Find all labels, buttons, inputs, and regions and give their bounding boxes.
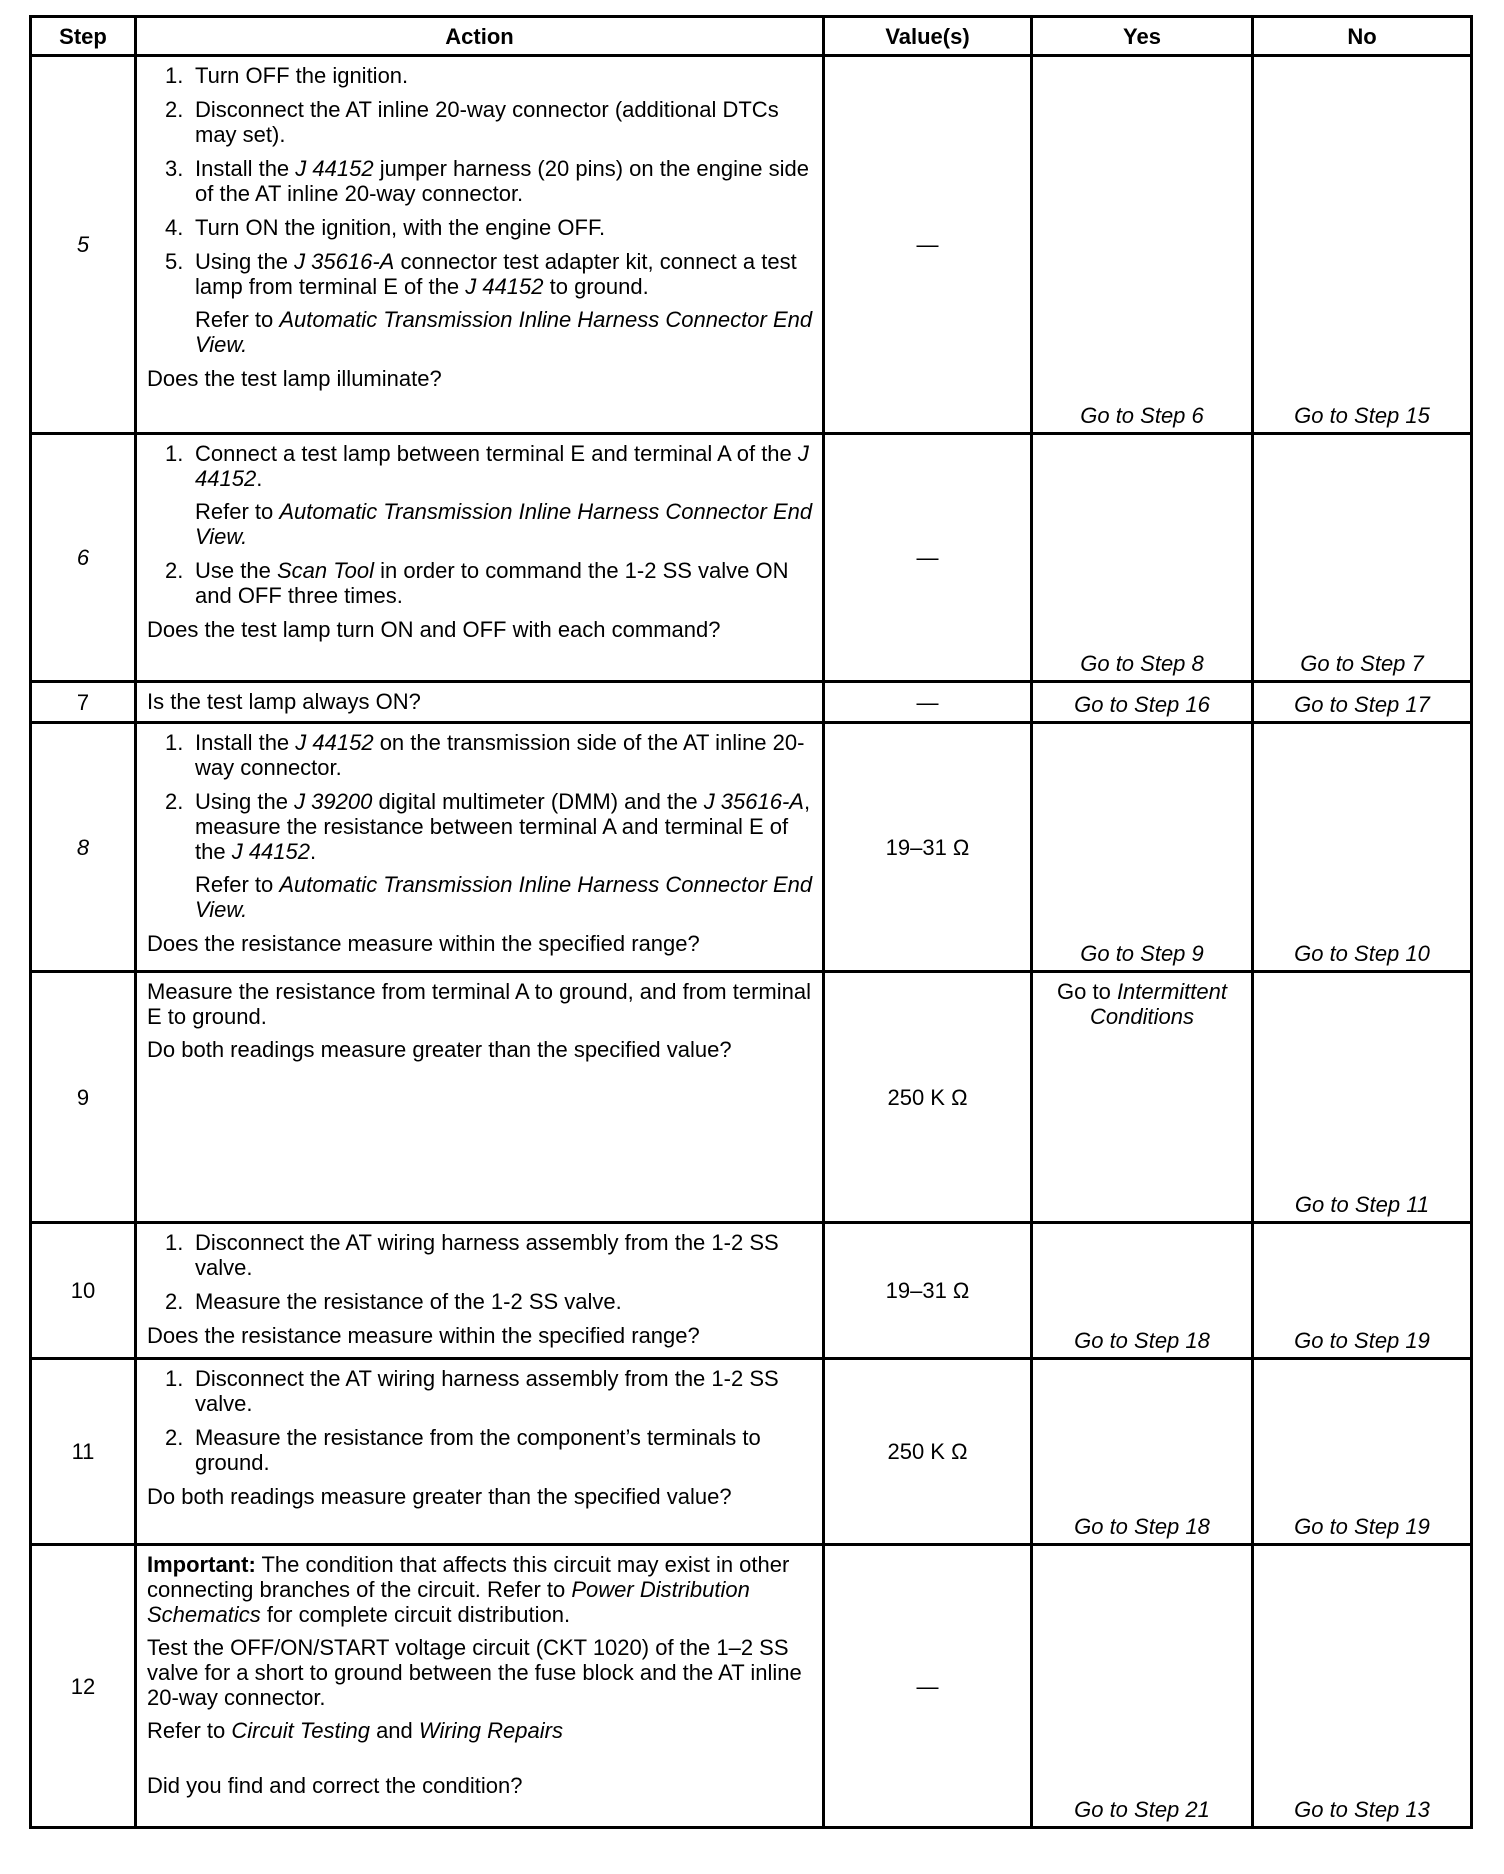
table-row (31, 1359, 1472, 1545)
yes-link[interactable]: Go to Step 9 (1080, 941, 1204, 966)
reference-text: Power Distribution Schematics (147, 1577, 750, 1627)
yes-link[interactable]: Go to Step 6 (1080, 403, 1204, 428)
yes-cell (1032, 1223, 1253, 1359)
no-link[interactable]: Go to Step 19 (1294, 1514, 1430, 1539)
text-run: Refer to (195, 499, 280, 524)
action-content (147, 979, 814, 1062)
text-run: Disconnect the AT inline 20-way connector (additional DTCs may set). (195, 97, 779, 147)
text-run: Turn OFF the ignition. (195, 63, 409, 88)
value-cell: 250 K Ω (824, 972, 1032, 1223)
reference-text: Circuit Testing (231, 1718, 370, 1743)
no-cell (1253, 723, 1472, 972)
action-cell (136, 56, 824, 434)
text-run: . (310, 839, 317, 864)
table-row (31, 434, 1472, 682)
action-steps-list (147, 63, 814, 366)
action-steps-list (147, 441, 814, 617)
action-question: Does the resistance measure within the specified range? (147, 931, 700, 956)
action-step (147, 249, 814, 357)
text-run: on the transmission side of the AT inline 20-way connector. (195, 730, 805, 780)
action-cell (136, 1223, 824, 1359)
text-run: Disconnect the AT wiring harness assembly from the 1-2 SS valve. (195, 1366, 779, 1416)
action-steps-list (147, 1230, 814, 1323)
action-step-number: 5. (165, 249, 184, 274)
step-number: 9 (31, 972, 136, 1223)
table-row (31, 1223, 1472, 1359)
yes-cell (1032, 682, 1253, 723)
text-run: Using the (195, 249, 295, 274)
action-question: Does the resistance measure within the specified range? (147, 1323, 700, 1348)
value-cell: 250 K Ω (824, 1359, 1032, 1545)
text-run: Refer to (195, 872, 280, 897)
reference-text: Scan Tool (276, 558, 374, 583)
yes-link[interactable]: Go to Step 21 (1074, 1797, 1210, 1822)
text-run: Measure the resistance from terminal A to ground, and from terminal E to ground. (147, 979, 811, 1029)
yes-link[interactable]: Go to Step 8 (1080, 651, 1204, 676)
reference-text: J 35616-A (703, 789, 804, 814)
no-cell (1253, 1359, 1472, 1545)
action-step (147, 156, 814, 206)
text-run: Test the OFF/ON/START voltage circuit (CKT 1020) of the 1–2 SS valve for a short to ground between the fuse block and the AT inline 20-way connector. (147, 1635, 802, 1710)
action-content (147, 689, 814, 714)
action-step (147, 97, 814, 147)
action-step-number: 1. (165, 730, 184, 755)
action-content (147, 1552, 814, 1798)
yes-cell (1032, 1359, 1253, 1545)
yes-cell (1032, 56, 1253, 434)
action-paragraph (147, 1552, 814, 1627)
no-cell (1253, 56, 1472, 434)
bold-text: Important: (147, 1552, 256, 1577)
value-cell: — (824, 434, 1032, 682)
action-paragraph (147, 1718, 814, 1743)
header-action: Action (136, 17, 824, 56)
table-row (31, 1545, 1472, 1828)
text-run: Measure the resistance from the component’s terminals to ground. (195, 1425, 761, 1475)
action-cell (136, 1545, 824, 1828)
table-row (31, 682, 1472, 723)
action-cell (136, 723, 824, 972)
action-step (147, 1366, 814, 1416)
action-step-number: 2. (165, 558, 184, 583)
table-row (31, 56, 1472, 434)
yes-cell (1032, 434, 1253, 682)
yes-cell (1032, 972, 1253, 1223)
action-content (147, 63, 814, 391)
refer-note (195, 872, 814, 922)
no-link[interactable]: Go to Step 10 (1294, 941, 1430, 966)
text-run: Install the (195, 730, 296, 755)
action-steps-list (147, 730, 814, 931)
header-yes: Yes (1032, 17, 1253, 56)
action-step-number: 1. (165, 1230, 184, 1255)
blank-line (147, 1751, 814, 1773)
text-run: Using the (195, 789, 295, 814)
text-run: Refer to (147, 1718, 232, 1743)
reference-text: Automatic Transmission Inline Harness Connector End View. (195, 872, 813, 922)
action-cell (136, 434, 824, 682)
action-step-number: 1. (165, 441, 184, 466)
action-step (147, 63, 814, 88)
text-run: and (369, 1718, 419, 1743)
action-question: Is the test lamp always ON? (147, 689, 421, 714)
action-question: Do both readings measure greater than the specified value? (147, 1484, 732, 1509)
step-number: 6 (31, 434, 136, 682)
reference-text: J 39200 (294, 789, 373, 814)
reference-text: J 35616-A (294, 249, 395, 274)
text-run: Turn ON the ignition, with the engine OFF. (195, 215, 606, 240)
action-content (147, 730, 814, 956)
action-step-number: 1. (165, 63, 184, 88)
action-question: Did you find and correct the condition? (147, 1773, 523, 1798)
header-row (31, 17, 1472, 56)
no-link[interactable]: Go to Step 15 (1294, 403, 1430, 428)
no-cell (1253, 972, 1472, 1223)
step-number: 7 (31, 682, 136, 723)
no-link[interactable]: Go to Step 7 (1300, 651, 1424, 676)
reference-text: J 44152 (195, 441, 809, 491)
refer-note (195, 499, 814, 549)
yes-link[interactable]: Go to Step 18 (1074, 1328, 1210, 1353)
step-number: 10 (31, 1223, 136, 1359)
action-question: Does the test lamp illuminate? (147, 366, 442, 391)
reference-text: Intermittent Conditions (1090, 979, 1227, 1029)
no-link[interactable]: Go to Step 17 (1294, 692, 1430, 717)
action-step (147, 558, 814, 608)
action-step-number: 2. (165, 1425, 184, 1450)
yes-cell (1032, 723, 1253, 972)
text-run: Use the (195, 558, 277, 583)
no-cell (1253, 682, 1472, 723)
action-step (147, 730, 814, 780)
action-paragraph (147, 1635, 814, 1710)
action-cell (136, 972, 824, 1223)
action-step-number: 2. (165, 789, 184, 814)
action-step-number: 1. (165, 1366, 184, 1391)
yes-cell (1032, 1545, 1253, 1828)
text-run: connector test adapter kit, connect a test lamp from terminal E of the (195, 249, 797, 299)
text-run: Refer to (195, 307, 280, 332)
header-no: No (1253, 17, 1472, 56)
action-step-number: 4. (165, 215, 184, 240)
no-link[interactable]: Go to Step 13 (1294, 1797, 1430, 1822)
table-row (31, 972, 1472, 1223)
text-run: The condition that affects this circuit may exist in other connecting branches of the circuit. Refer to (147, 1552, 790, 1602)
refer-note (195, 307, 814, 357)
value-cell: 19–31 Ω (824, 723, 1032, 972)
reference-text: Automatic Transmission Inline Harness Connector End View. (195, 307, 813, 357)
text-run: to ground. (543, 274, 649, 299)
text-run: , measure the resistance between terminal A and terminal E of the (195, 789, 811, 864)
action-content (147, 1366, 814, 1509)
action-step (147, 441, 814, 549)
yes-link[interactable] (1057, 979, 1227, 1029)
action-question: Does the test lamp turn ON and OFF with each command? (147, 617, 721, 642)
header-value: Value(s) (824, 17, 1032, 56)
action-step (147, 1289, 814, 1314)
text-run: for complete circuit distribution. (260, 1602, 571, 1627)
action-question: Do both readings measure greater than the specified value? (147, 1037, 732, 1062)
value-cell: 19–31 Ω (824, 1223, 1032, 1359)
reference-text: J 44152 (295, 730, 374, 755)
step-number: 12 (31, 1545, 136, 1828)
text-run: . (256, 466, 263, 491)
no-link[interactable]: Go to Step 19 (1294, 1328, 1430, 1353)
action-step (147, 215, 814, 240)
reference-text: J 44152 (465, 274, 544, 299)
step-number: 11 (31, 1359, 136, 1545)
table-row (31, 723, 1472, 972)
no-cell (1253, 1223, 1472, 1359)
action-steps-list (147, 1366, 814, 1484)
action-step (147, 789, 814, 922)
action-cell (136, 1359, 824, 1545)
action-cell (136, 682, 824, 723)
value-cell: — (824, 56, 1032, 434)
header-step: Step (31, 17, 136, 56)
no-cell (1253, 434, 1472, 682)
no-cell (1253, 1545, 1472, 1828)
reference-text: Wiring Repairs (418, 1718, 563, 1743)
action-paragraph (147, 979, 814, 1029)
step-number: 5 (31, 56, 136, 434)
reference-text: Automatic Transmission Inline Harness Connector End View. (195, 499, 813, 549)
value-cell: — (824, 682, 1032, 723)
step-number: 8 (31, 723, 136, 972)
action-step-number: 2. (165, 1289, 184, 1314)
text-run: jumper harness (20 pins) on the engine side of the AT inline 20-way connector. (195, 156, 809, 206)
text-run: digital multimeter (DMM) and the (372, 789, 704, 814)
reference-text: J 44152 (295, 156, 374, 181)
action-step (147, 1230, 814, 1280)
text-run: in order to command the 1-2 SS valve ON and OFF three times. (195, 558, 789, 608)
reference-text: J 44152 (231, 839, 310, 864)
yes-link[interactable]: Go to Step 18 (1074, 1514, 1210, 1539)
text-run: Install the (195, 156, 296, 181)
action-step-number: 3. (165, 156, 184, 181)
yes-link[interactable]: Go to Step 16 (1074, 692, 1210, 717)
text-run: Go to (1057, 979, 1117, 1004)
value-cell: — (824, 1545, 1032, 1828)
action-content (147, 441, 814, 642)
text-run: Connect a test lamp between terminal E and terminal A of the (195, 441, 798, 466)
text-run: Disconnect the AT wiring harness assembly from the 1-2 SS valve. (195, 1230, 779, 1280)
text-run: Measure the resistance of the 1-2 SS valve. (195, 1289, 622, 1314)
diagnostic-table (29, 15, 1473, 1829)
action-content (147, 1230, 814, 1348)
action-step (147, 1425, 814, 1475)
action-step-number: 2. (165, 97, 184, 122)
no-link[interactable]: Go to Step 11 (1294, 1192, 1430, 1217)
